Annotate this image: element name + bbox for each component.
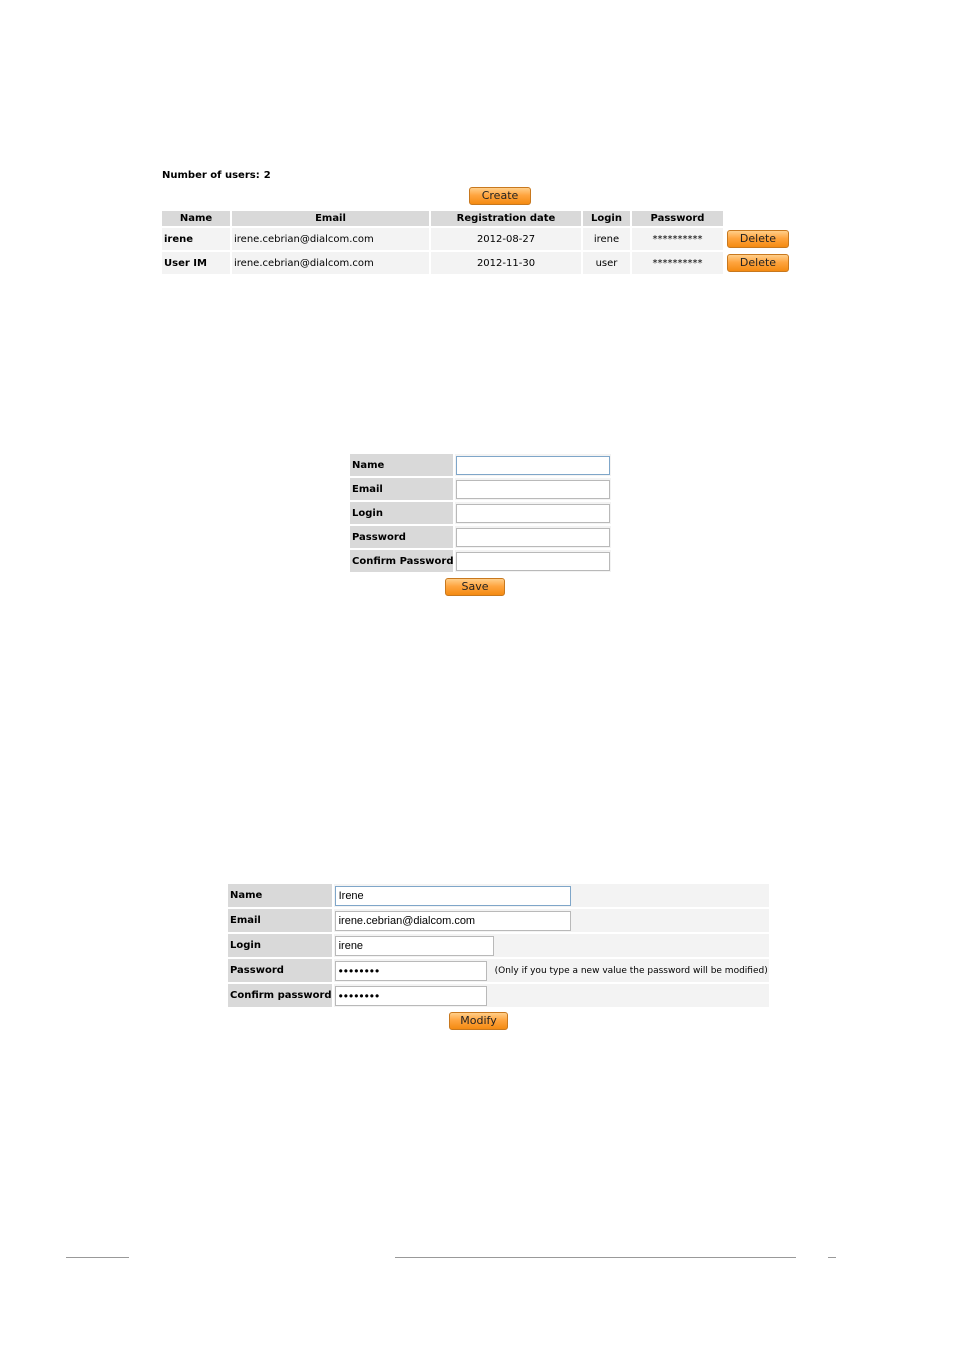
name-input[interactable] [456,456,610,475]
email-input[interactable]: irene.cebrian@dialcom.com [335,911,571,931]
login-label: Login [228,934,332,957]
footer-divider-right [828,1257,836,1258]
login-input[interactable]: irene [335,936,494,956]
cell-email: irene.cebrian@dialcom.com [232,252,429,274]
name-label: Name [350,454,453,476]
users-count-value: 2 [263,170,271,181]
cell-name: irene [162,228,230,250]
col-header-registration-date: Registration date [431,211,581,226]
password-note: (Only if you type a new value the password will be modified) [494,965,768,976]
cell-login: user [583,252,630,274]
confirm-password-input[interactable] [456,552,610,571]
name-input[interactable]: Irene [335,886,571,906]
confirm-password-label: Confirm password [228,984,332,1007]
password-input[interactable] [456,528,610,547]
users-count [162,170,271,181]
email-label: Email [350,478,453,500]
table-row [162,252,791,274]
form-row-name [350,454,611,476]
cell-actions [725,228,791,250]
form-row-name [228,884,769,907]
email-label: Email [228,909,332,932]
form-row-login [228,934,769,957]
form-row-confirm-password [228,984,769,1007]
footer-divider-left [66,1257,129,1258]
cell-registration-date: 2012-08-27 [431,228,581,250]
cell-registration-date: 2012-11-30 [431,252,581,274]
form-row-email [350,478,611,500]
password-label: Password [228,959,332,982]
create-button[interactable]: Create [469,187,531,205]
cell-actions [725,252,791,274]
name-label: Name [228,884,332,907]
form-row-confirm-password [350,550,611,572]
form-row-login [350,502,611,524]
login-label: Login [350,502,453,524]
delete-button[interactable]: Delete [727,254,789,272]
cell-login: irene [583,228,630,250]
users-table [160,209,793,276]
cell-email: irene.cebrian@dialcom.com [232,228,429,250]
col-header-password: Password [632,211,723,226]
users-table-header [162,211,791,226]
cell-password: ********** [632,228,723,250]
form-row-email [228,909,769,932]
email-input[interactable] [456,480,610,499]
form-row-password [228,959,769,982]
modify-user-form [226,882,771,1009]
users-count-label: Number of users: [162,170,260,181]
login-input[interactable] [456,504,610,523]
form-row-password [350,526,611,548]
col-header-email: Email [232,211,429,226]
col-header-name: Name [162,211,230,226]
password-label: Password [350,526,453,548]
col-header-login: Login [583,211,630,226]
table-row [162,228,791,250]
confirm-password-input[interactable]: •••••••• [335,986,487,1006]
cell-password: ********** [632,252,723,274]
delete-button[interactable]: Delete [727,230,789,248]
password-input[interactable]: •••••••• [335,961,487,981]
modify-button[interactable]: Modify [449,1012,508,1030]
save-button[interactable]: Save [445,578,505,596]
cell-name: User IM [162,252,230,274]
new-user-form [348,452,613,574]
footer-divider-center [395,1257,796,1258]
col-header-actions [725,211,791,226]
confirm-password-label: Confirm Password [350,550,453,572]
